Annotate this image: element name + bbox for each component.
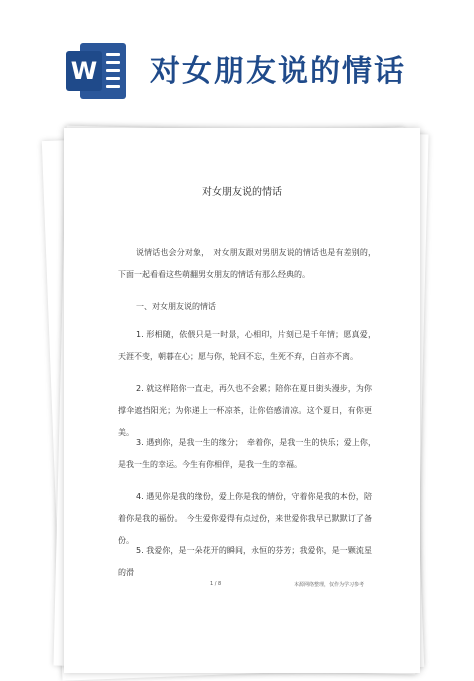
paragraph-1: 1. 形相随，依偎只是一时景，心相印，片刻已是千年情；愿真爱， 天涯不变，朝暮在心；愿与你，轮回不忘，生死不弃，白首亦不离。	[118, 330, 380, 361]
paragraph-4: 4. 遇见你是我的缘份，爱上你是我的情份，守着你是我的本份，陪着你是我的福份。 今生爱你爱得有点过份，来世爱你我早已默默订了备份。	[118, 492, 372, 545]
header-banner	[0, 0, 474, 112]
document-page	[64, 128, 420, 673]
paragraph-3: 3. 遇到你，是我一生的缘分； 牵着你，是我一生的快乐；爱上你， 是我一生的幸运。今生有你相伴，是我一生的幸福。	[118, 438, 380, 469]
paragraph-2: 2. 就这样陪你一直走，再久也不会累；陪你在夏日街头漫步，为你撑伞遮挡阳光；为你递上一杯凉茶，让你倍感清凉。这个夏日，有你更美。	[118, 384, 372, 437]
footer-note: 本源网络整理，仅作为学习参考	[294, 582, 365, 588]
document-title: 对女朋友说的情话	[202, 187, 282, 198]
banner-title: 对女朋友说的情话	[150, 54, 406, 89]
page-number: 1 / 8	[210, 581, 222, 587]
intro-paragraph: 说情话也会分对象， 对女朋友跟对男朋友说的情话也是有差别的， 下面一起看看这些萌翻男女朋友的情话有那么经典的。	[118, 248, 380, 279]
section-heading: 一、对女朋友说的情话	[136, 302, 216, 311]
word-letter-badge: W	[66, 51, 102, 91]
word-app-icon	[66, 43, 128, 99]
paragraph-5: 5. 我爱你，是一朵花开的瞬间，永恒的芬芳；我爱你，是一颗流星的滑	[118, 546, 372, 577]
